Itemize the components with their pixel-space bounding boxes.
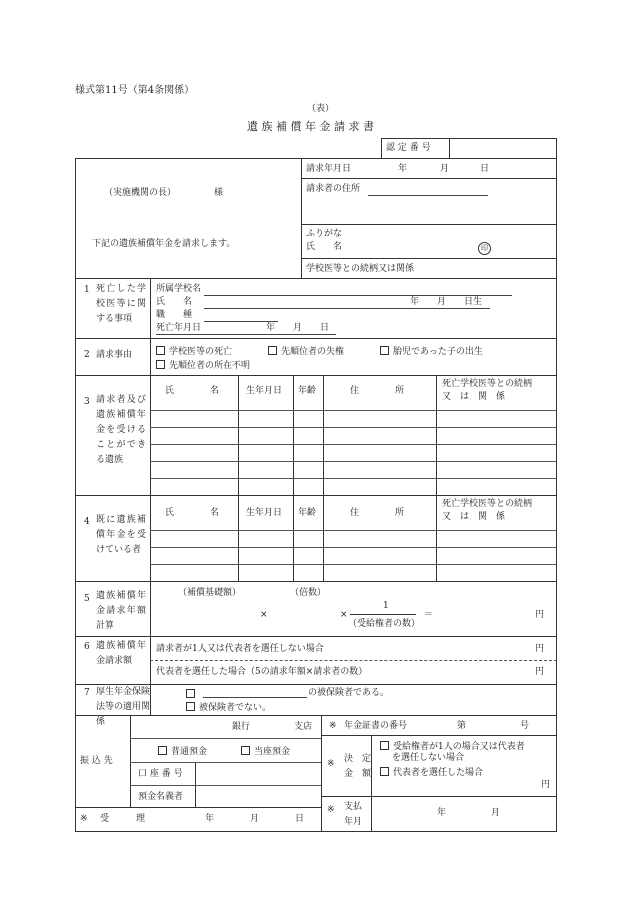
s7-opt2-text: 被保険者でない。 (199, 703, 272, 713)
addressee-sama: 様 (214, 188, 224, 198)
request-date-day: 日 (480, 164, 490, 174)
pension-cert-dai: 第 (457, 721, 467, 731)
account-holder-label: 預金名義者 (138, 792, 184, 802)
pension-cert-label: 年金証書の番号 (344, 721, 408, 731)
s2-opt4[interactable] (156, 360, 250, 371)
s4-col-rel2: 又 は 関 係 (442, 512, 506, 522)
checkbox[interactable] (158, 746, 167, 755)
addressee: （実施機関の長） (104, 188, 177, 198)
s4-heading: 既に遺族補償年金を受けている者 (96, 515, 146, 555)
checkbox[interactable] (156, 360, 165, 369)
relation-label: 学校医等との続柄又は関係 (306, 264, 415, 274)
ordinary-deposit[interactable] (158, 746, 207, 757)
receipt-mark: ※ (80, 814, 88, 824)
payment-label: 支払 年月 (344, 802, 363, 827)
s5-yen: 円 (535, 610, 545, 620)
s5-fraction-bar (350, 614, 416, 615)
ordinary-deposit-text: 普通預金 (171, 747, 208, 757)
decision-opt2[interactable] (380, 767, 483, 778)
s2-opt4-text: 先順位者の所在不明 (169, 361, 251, 371)
s1-name-label: 氏 名 (156, 297, 193, 307)
s4-col-addr: 住 所 (350, 508, 405, 518)
s1-number: 1 (84, 285, 90, 295)
pension-cert-go: 号 (520, 721, 530, 731)
s1-heading: 死亡した学校医等に関する事項 (96, 284, 146, 324)
s7-insurance-field[interactable] (203, 697, 307, 698)
s6-line1: 請求者が1人又は代表者を選任しない場合 (156, 644, 324, 654)
requester-name-label: 氏 名 (306, 242, 343, 252)
s1-death-ymd: 年 月 日 (266, 323, 330, 333)
s2-opt1[interactable] (156, 346, 232, 357)
s4-number: 4 (84, 517, 90, 527)
s5-frac-den: （受給権者の数） (348, 619, 421, 629)
branch-label: 支店 (294, 722, 313, 732)
s4-col-age: 年齢 (298, 508, 317, 518)
s6-heading: 遺族補償年金請求額 (96, 641, 146, 666)
s7-opt2[interactable] (186, 702, 271, 713)
checkbox[interactable] (186, 689, 195, 698)
checkbox[interactable] (380, 767, 389, 776)
transfer-label: 振 込 先 (80, 756, 113, 766)
s1-death-field[interactable] (156, 334, 336, 335)
request-statement: 下記の遺族補償年金を請求します。 (92, 239, 236, 249)
decision-opt1[interactable] (380, 741, 525, 752)
side-label: （表） (307, 104, 335, 114)
s5-times2: × (340, 610, 348, 620)
address-label: 請求者の住所 (306, 184, 361, 194)
s7-opt1-text: の被保険者である。 (308, 688, 390, 698)
s3-col-name: 氏 名 (165, 386, 220, 396)
s3-col-addr: 住 所 (350, 386, 405, 396)
decision-mark: ※ (327, 759, 335, 769)
s7-number: 7 (84, 688, 90, 698)
seal-mark: 印 (478, 242, 491, 255)
decision-opt2-text: 代表者を選任した場合 (393, 768, 484, 778)
address-field[interactable] (368, 195, 488, 196)
s2-heading: 請求事由 (96, 350, 133, 360)
s3-col-age: 年齢 (298, 386, 317, 396)
s2-opt1-text: 学校医等の死亡 (169, 347, 233, 357)
s5-frac-num: 1 (383, 601, 389, 611)
payment-mark: ※ (327, 805, 335, 815)
s3-col-rel2: 又 は 関 係 (442, 392, 506, 402)
decision-yen: 円 (541, 780, 551, 790)
s1-school-field[interactable] (204, 295, 512, 296)
s6-line2: 代表者を選任した場合（5の請求年額×請求者の数） (156, 667, 368, 677)
checkbox[interactable] (268, 346, 277, 355)
decision-opt1-cont: を選任しない場合 (392, 753, 465, 763)
current-deposit[interactable] (241, 746, 290, 757)
receipt-label: 受 理 (100, 814, 146, 824)
s5-times1: × (260, 610, 268, 620)
payment-date: 年 月 (437, 808, 501, 818)
bank-label: 銀行 (232, 722, 251, 732)
receipt-date: 年 月 日 (205, 814, 305, 824)
current-deposit-text: 当座預金 (254, 747, 291, 757)
s1-job-label: 職 種 (156, 310, 193, 320)
s4-col-birth: 生年月日 (246, 508, 283, 518)
request-date-year: 年 (398, 164, 408, 174)
form-title: 遺 族 補 償 年 金 請 求 書 (247, 120, 374, 133)
request-date-month: 月 (440, 164, 450, 174)
s2-opt3[interactable] (380, 346, 483, 357)
s1-birth-label: 年 月 日生 (410, 297, 483, 307)
decision-label: 決 定 金 額 (344, 754, 372, 779)
s3-col-birth: 生年月日 (246, 386, 283, 396)
s1-name-field[interactable] (204, 308, 490, 309)
s4-col-rel1: 死亡学校医等との続柄 (442, 499, 533, 509)
checkbox[interactable] (380, 741, 389, 750)
s1-death-label: 死亡年月日 (156, 323, 202, 333)
s3-number: 3 (84, 397, 90, 407)
s7-heading: 厚生年金保険法等の適用関係 (96, 687, 151, 727)
checkbox[interactable] (186, 702, 195, 711)
decision-opt1-text: 受給権者が1人の場合又は代表者 (393, 742, 525, 752)
s2-opt3-text: 胎児であった子の出生 (393, 347, 483, 357)
s1-job-field[interactable] (204, 321, 278, 322)
s3-col-rel1: 死亡学校医等との続柄 (442, 379, 533, 389)
s2-opt2-text: 先順位者の失権 (281, 347, 345, 357)
s5-base-label: （補償基礎額） (178, 588, 242, 598)
request-date-label: 請求年月日 (306, 164, 352, 174)
form-number: 様式第11号（第4条関係） (75, 85, 195, 96)
s5-number: 5 (84, 594, 90, 604)
account-number-label: 口 座 番 号 (138, 769, 183, 779)
s2-opt2[interactable] (268, 346, 344, 357)
s6-number: 6 (84, 642, 90, 652)
s5-mult-label: （倍数） (290, 588, 327, 598)
s5-equals: ＝ (424, 610, 434, 620)
checkbox[interactable] (156, 346, 165, 355)
cert-number-label: 認 定 番 号 (386, 143, 431, 153)
s6-yen1: 円 (535, 644, 545, 654)
pension-cert-mark: ※ (329, 721, 337, 731)
s1-school-label: 所属学校名 (156, 284, 202, 294)
s2-number: 2 (84, 350, 90, 360)
s5-heading: 遺族補償年金請求年額計算 (96, 591, 146, 631)
checkbox[interactable] (380, 346, 389, 355)
s7-opt1[interactable] (186, 689, 199, 700)
s6-yen2: 円 (535, 667, 545, 677)
s4-col-name: 氏 名 (165, 508, 220, 518)
checkbox[interactable] (241, 746, 250, 755)
furigana-label: ふりがな (306, 229, 343, 239)
s3-heading: 請求者及び遺族補償年金を受けることができる遺族 (96, 395, 146, 465)
